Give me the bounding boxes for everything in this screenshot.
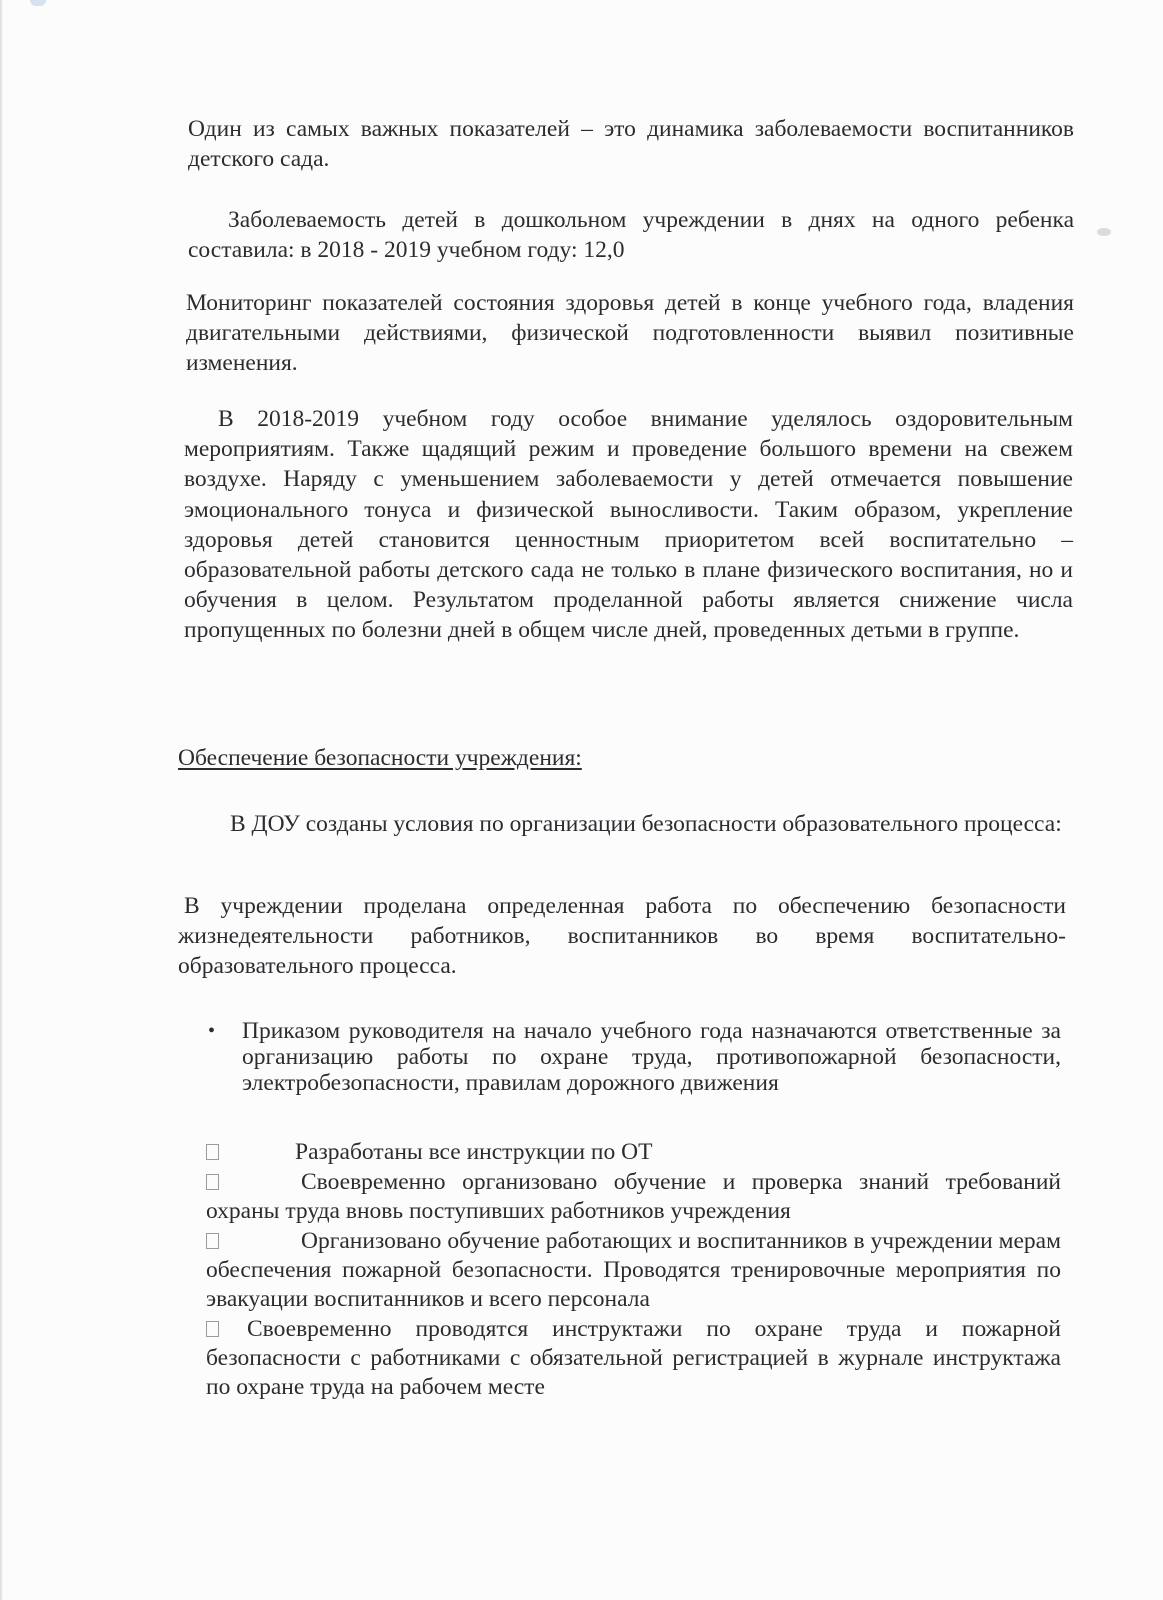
checkbox-icon [206, 1321, 219, 1337]
checkbox-item-text: Организовано обучение работающих и воспитанников в учреждении мерам обеспечения пожарной безопасности. Проводятся тренировочные мероприятия по эвакуации воспитанников и всего персонала [206, 1228, 1061, 1312]
paragraph-health-monitoring: Мониторинг показателей состояния здоровья детей в конце учебного года, владения двигательными действиями, физической подготовленности выявил позитивные изменения. [186, 290, 1074, 376]
checkbox-item-text: Своевременно организовано обучение и проверка знаний требований охраны труда вновь поступивших работников учреждения [206, 1169, 1061, 1224]
bullet-item [206, 1018, 1061, 1096]
checkbox-list-item [206, 1227, 1061, 1314]
bullet-list [206, 1018, 1061, 1096]
paragraph-morbidity-dynamics: Один из самых важных показателей – это динамика заболеваемости воспитанников детского сада. [188, 116, 1074, 172]
checkbox-item-text: Своевременно проводятся инструктажи по охране труда и пожарной безопасности с работниками с обязательной регистрацией в журнале инструктажа по охране труда на рабочем месте [206, 1316, 1061, 1400]
bullet-icon: • [208, 1020, 216, 1042]
checkbox-icon [206, 1174, 219, 1190]
paragraph-morbidity-days: Заболеваемость детей в дошкольном учреждении в днях на одного ребенка составила: в 2018 - 2019 учебном году: 12,0 [188, 207, 1074, 263]
paragraph-safety-work: В учреждении проделана определенная работа по обеспечению безопасности жизнедеятельности работников, воспитанников во время воспитательно-образовательного процесса. [178, 893, 1066, 979]
checkbox-list [206, 1138, 1061, 1402]
checkbox-item-text: Разработаны все инструкции по ОТ [295, 1139, 653, 1165]
checkbox-icon [206, 1144, 219, 1160]
paragraph-safety-conditions: В ДОУ созданы условия по организации безопасности образовательного процесса: [230, 811, 1062, 837]
checkbox-list-item [206, 1138, 1061, 1167]
bullet-item-text: Приказом руководителя на начало учебного года назначаются ответственные за организацию работы по охране труда, противопожарной безопасности, электробезопасности, правилам дорожного движения [242, 1018, 1061, 1096]
scan-smudge [1097, 228, 1111, 236]
checkbox-list-item [206, 1168, 1061, 1226]
section-heading-safety: Обеспечение безопасности учреждения: [178, 745, 582, 771]
page-edge-shadow [0, 0, 3, 1600]
checkbox-list-item [206, 1315, 1061, 1402]
paragraph-health-activities: В 2018-2019 учебном году особое внимание уделялось оздоровительным мероприятиям. Также щадящий режим и проведение большого времени на свежем воздухе. Наряду с уменьшением заболеваемости у детей отмечается повышение эмоционального тонуса и физической выносливости. Таким образом, укрепление здоровья детей становится ценностным приоритетом всей воспитательно – образовательной работы детского сада не только в плане физического воспитания, но и обучения в целом. Результатом проделанной работы является снижение числа пропущенных по болезни дней в общем числе дней, проведенных детьми в группе. [184, 406, 1073, 644]
checkbox-icon [206, 1233, 219, 1249]
scan-corner-mark [30, 0, 46, 6]
